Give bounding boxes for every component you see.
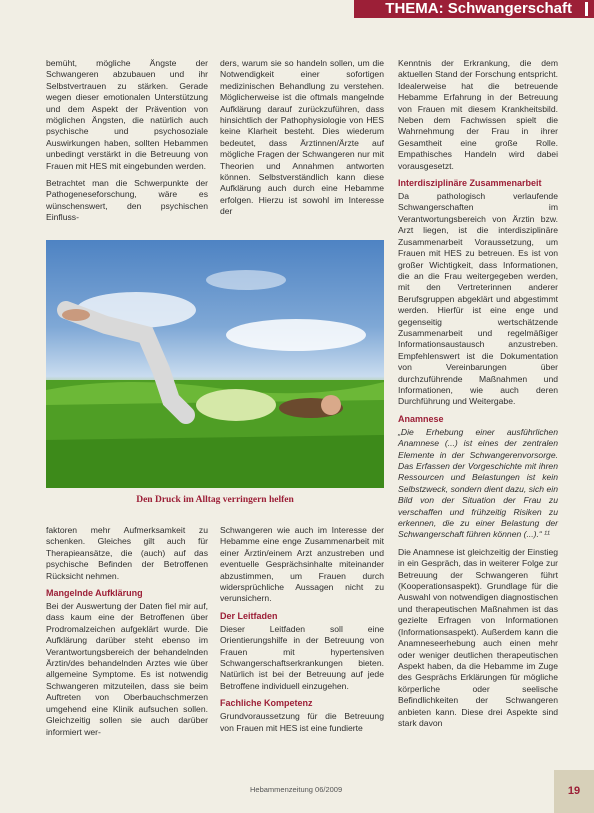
paragraph: Da pathologisch verlaufende Schwangerschaften im Verantwortungsbereich von Ärztin bzw. Arzt liegen, ist die interdisziplinäre Zusammenarbeit Voraussetzung, um Frauen mit HES zu betreuen. Es ist von großer Wichtigkeit, dass Informationen, die an die Frau weitergegeben werden, mit den Vertreterinnen anderer Berufsgruppen abgeklärt und abgestimmt werden. Hierfür ist eine enge und gegenseitig wertschätzende Zusammenarbeit und regelmäßiger Informationsaustausch anzustreben. Empfehlenswert ist die Dokumentation von Vereinbarungen über durchzuführende Maßnahmen und Informationen, wie auch deren Durchführung und Weitergabe. (398, 191, 558, 407)
paragraph: Grundvoraussetzung für die Betreuung von Frauen mit HES ist eine fundierte (220, 711, 384, 733)
section-heading: Fachliche Kompetenz (220, 698, 313, 709)
paragraph: faktoren mehr Aufmerksamkeit zu schenken. Gleiches gilt auch für Therapieansätze, die (auch) auf das psychische Befinden der Betroffenen Rücksicht nehmen. (46, 525, 208, 581)
paragraph: Betrachtet man die Schwerpunkte der Pathogeneseforschung, wäre es wünschenswert, den psychischen Einfluss- (46, 178, 208, 223)
paragraph: ders, warum sie so handeln sollen, um die Notwendigkeit einer sofortigen medizinischen Behandlung zu verstehen. Möglicherweise ist die oftmals mangelnde Aufklärung darauf zurückzuführen, dass hinsichtlich der Pathophysiologie von HES keine Klarheit besteht. Dies wiederum bedeutet, dass Ärztinnen/Ärzte auf mögliche Fragen der Schwangeren nur mit Theorien und Annahmen antworten können. Selbstverständlich kann diese Aufklärung auch durch eine Hebamme erfolgen. Hierzu ist sowohl im Interesse der (220, 58, 384, 217)
section-heading: Interdisziplinäre Zusammenarbeit (398, 178, 542, 189)
title-divider (585, 2, 588, 16)
quote: „Die Erhebung einer ausführlichen Anamnese (...) ist eines der zentralen Elemente in der Schwangerenvorsorge. Das Erfassen der Vorgeschichte mit ihren Ressourcen und Belastungen ist kein Selbstzweck, sondern dient dazu, sich ein Bild von der Situation der Frau zu verschaffen und frühzeitig Risiken zu erkennen, die zu einer Belastung der Schwangerschaft führen können (...).“ ¹¹ (398, 426, 558, 540)
photo-woman-in-grass (46, 240, 384, 488)
paragraph: Bei der Auswertung der Daten fiel mir auf, dass kaum eine der Betroffenen über Prodromalzeichen aufgeklärt wurde. Die Aufklärung darüber steht ebenso im Verantwortungsbereich der behandelnden Ärztin/des behandelnden Arztes wie über allgemeine Symptome. Es ist notwendig Schwangeren mitzuteilen, dass sie beim Auftreten von Oberbauchschmerzen umgehend eine Klinik aufsuchen sollen. Gleichzeitig sollen sie auch darüber informiert wer- (46, 601, 208, 737)
section-heading: Der Leitfaden (220, 610, 278, 621)
paragraph: Kenntnis der Erkrankung, die dem aktuellen Stand der Forschung entspricht. Idealerweise hat die betreuende Hebamme Erfahrung in der Betreuung von Frauen mit diesem Krankheitsbild. Neben dem Fachwissen spielt die Wahrnehmung der Frau in ihrer Gesamtheit eine große Rolle. Empathisches Handeln wird dabei vorausgesetzt. (398, 58, 558, 171)
section-heading: Anamnese (398, 413, 444, 424)
page-number: 19 (554, 770, 594, 813)
journal-footer: Hebammenzeitung 06/2009 (250, 785, 343, 794)
section-title-bar (354, 0, 594, 18)
column-2-top (220, 58, 384, 224)
column-3 (398, 58, 558, 735)
column-1-top (46, 58, 208, 230)
page-header (0, 0, 594, 20)
paragraph: Dieser Leitfaden soll eine Orientierungshilfe in der Betreuung von Frauen mit hypertensiven Schwangerschaftserkrankungen bieten. Natürlich ist bei der Betreuung auf jede Betroffene individuell einzugehen. (220, 623, 384, 691)
photo-illustration (46, 240, 384, 488)
section-title: THEMA: Schwangerschaft (385, 0, 572, 17)
paragraph: bemüht, mögliche Ängste der Schwangeren abzubauen und ihr Selbstvertrauen zu stärken. Gerade wegen dieser emotionalen Unterstützung und dem Aspekt der Prävention von möglichen Ängsten, die natürlich auch psychische und psychosoziale Auswirkungen haben, sollten Hebammen unbedingt verstärkt in die Betreuung von Frauen mit HES mit eingebunden werden. (46, 58, 208, 171)
column-1-bottom (46, 525, 208, 744)
column-2-bottom (220, 525, 384, 740)
photo-caption: Den Druck im Alltag verringern helfen (136, 495, 294, 505)
paragraph: Die Anamnese ist gleichzeitig der Einstieg in ein Gespräch, das in weiterer Folge zur Betreuung der Schwangeren führt (Kooperationsaspekt). Grundlage für die Auswahl von notwendigen diagnostischen und therapeutischen Maßnahmen ist das gezielte Erfragen von Informationen (Informationsaspekt). Außerdem kann die Anamneseerhebung auch einen mehr oder weniger deutlichen therapeutischen Aspekt haben, da die Hebamme im Zuge des Gesprächs Erklärungen für mögliche körperliche oder seelische Befindlichkeiten der Schwangeren anbieten kann. Diese drei Aspekte sind stark davon (398, 546, 558, 728)
paragraph: Schwangeren wie auch im Interesse der Hebamme eine enge Zusammenarbeit mit einer Ärztin/einem Arzt anzustreben und eventuelle Gesprächsinhalte miteinander abzustimmen, um Frauen durch widersprüchliche Aussagen nicht zu verunsichern. (220, 525, 384, 604)
section-heading: Mangelnde Aufklärung (46, 588, 143, 599)
